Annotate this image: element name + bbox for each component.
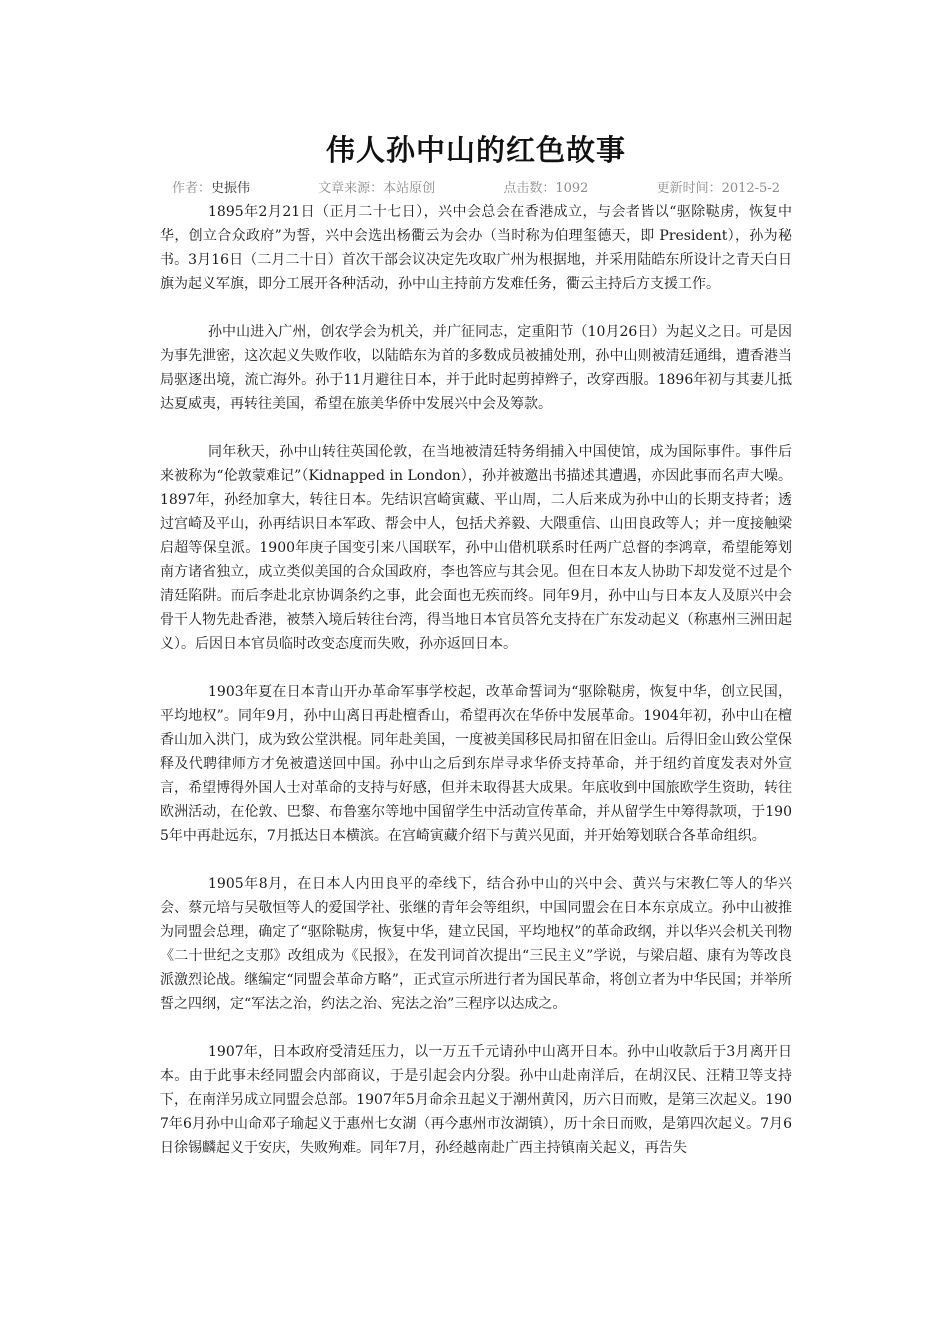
paragraph: 1903年夏在日本青山开办革命军事学校起，改革命誓词为“驱除鞑虏，恢复中华，创立民国，平均地权”。同年9月，孙中山离日再赴檀香山，希望再次在华侨中发展革命。1904年初，孙中山在檀香山加入洪门，成为致公堂洪棍。同年赴美国，一度被美国移民局扣留在旧金山。后得旧金山致公堂保释及代聘律师方才免被遣送回中国。孙中山之后到东岸寻求华侨支持革命，并于纽约首度发表对外宣言，希望博得外国人士对革命的支持与好感，但并未取得甚大成果。年底收到中国旅欧学生资助，转往欧洲活动，在伦敦、巴黎、布鲁塞尔等地中国留学生中活动宣传革命，并从留学生中筹得款项，于1905年中再赴远东，7月抵达日本横滨。在宫崎寅藏介绍下与黄兴见面，并开始筹划联合各革命组织。	[160, 684, 792, 844]
paragraph: 1905年8月，在日本人内田良平的牵线下，结合孙中山的兴中会、黄兴与宋教仁等人的华兴会、蔡元培与吴敬恒等人的爱国学社、张继的青年会等组织，中国同盟会在日本东京成立。孙中山被推为同盟会总理，确定了“驱除鞑虏，恢复中华，建立民国，平均地权”的革命政纲，并以华兴会机关刊物《二十世纪之支那》改组成为《民报》，在发刊词首次提出“三民主义”学说，与梁启超、康有为等改良派激烈论战。继编定“同盟会革命方略”，正式宣示所进行者为国民革命，将创立者为中华民国；并举所誓之四纲，定“军法之治，约法之治、宪法之治”三程序以达成之。	[160, 876, 792, 1012]
paragraph: 孙中山进入广州，创农学会为机关，并广征同志，定重阳节（10月26日）为起义之日。可是因为事先泄密，这次起义失败作收，以陆皓东为首的多数成员被捕处刑，孙中山则被清廷通缉，遭香港当局驱逐出境，流亡海外。孙于11月避往日本，并于此时起剪掉辫子，改穿西服。1896年初与其妻儿抵达夏威夷，再转往美国，希望在旅美华侨中发展兴中会及筹款。	[160, 324, 792, 412]
paragraph: 1907年，日本政府受清廷压力，以一万五千元请孙中山离开日本。孙中山收款后于3月离开日本。由于此事未经同盟会内部商议，于是引起会内分裂。孙中山赴南洋后，在胡汉民、汪精卫等支持下，在南洋另成立同盟会总部。1907年5月命余丑起义于潮州黄冈，历六日而败，是第三次起义。1907年6月孙中山命邓子瑜起义于惠州七女湖（再今惠州市汝湖镇），历十余日而败，是第四次起义。7月6日徐锡麟起义于安庆，失败殉难。同年7月，孙经越南赴广西主持镇南关起义，再告失	[160, 1044, 792, 1156]
click-count: 点击数：1092	[503, 181, 589, 196]
article-meta	[160, 178, 792, 200]
author-name: 史振伟	[211, 181, 251, 196]
author-info	[172, 178, 250, 200]
document-page	[160, 128, 792, 1184]
author-label: 作者：	[172, 181, 212, 196]
article-title: 伟人孙中山的红色故事	[325, 133, 626, 167]
update-time: 更新时间：2012-5-2	[656, 181, 780, 196]
article-source: 文章来源：本站原创	[318, 181, 436, 196]
paragraph: 1895年2月21日（正月二十七日），兴中会总会在香港成立，与会者皆以“驱除鞑虏，恢复中华，创立合众政府”为誓，兴中会选出杨衢云为会办（当时称为伯理玺德天，即 President），孙为秘书。3月16日（二月二十日）首次干部会议决定先攻取广州为根据地，并采用陆皓东所设计之青天白日旗为起义军旗，即分工展开各种活动，孙中山主持前方发难任务，衢云主持后方支援工作。	[160, 204, 792, 292]
paragraph: 同年秋天，孙中山转往英国伦敦，在当地被清廷特务绢捕入中国使馆，成为国际事件。事件后来被称为“伦敦蒙难记”（Kidnapped in London），孙并被邀出书描述其遭遇，亦因此事而名声大噪。1897年，孙经加拿大，转往日本。先结识宫崎寅藏、平山周，二人后来成为孙中山的长期支持者；透过宫崎及平山，孙再结识日本军政、帮会中人，包括犬养毅、大隈重信、山田良政等人；并一度接触梁启超等保皇派。1900年庚子国变引来八国联军，孙中山借机联系时任两广总督的李鸿章，希望能筹划南方诸省独立，成立类似美国的合众国政府，李也答应与其会见。但在日本友人协助下却发觉不过是个清廷陷阱。而后李赴北京协调条约之事，此会面也无疾而终。同年9月，孙中山与日本友人及原兴中会骨干人物先赴香港，被禁入境后转往台湾，得当地日本官员答允支持在广东发动起义（称惠州三洲田起义）。后因日本官员临时改变态度而失败，孙亦返回日本。	[160, 444, 792, 652]
article-body	[160, 200, 792, 1160]
